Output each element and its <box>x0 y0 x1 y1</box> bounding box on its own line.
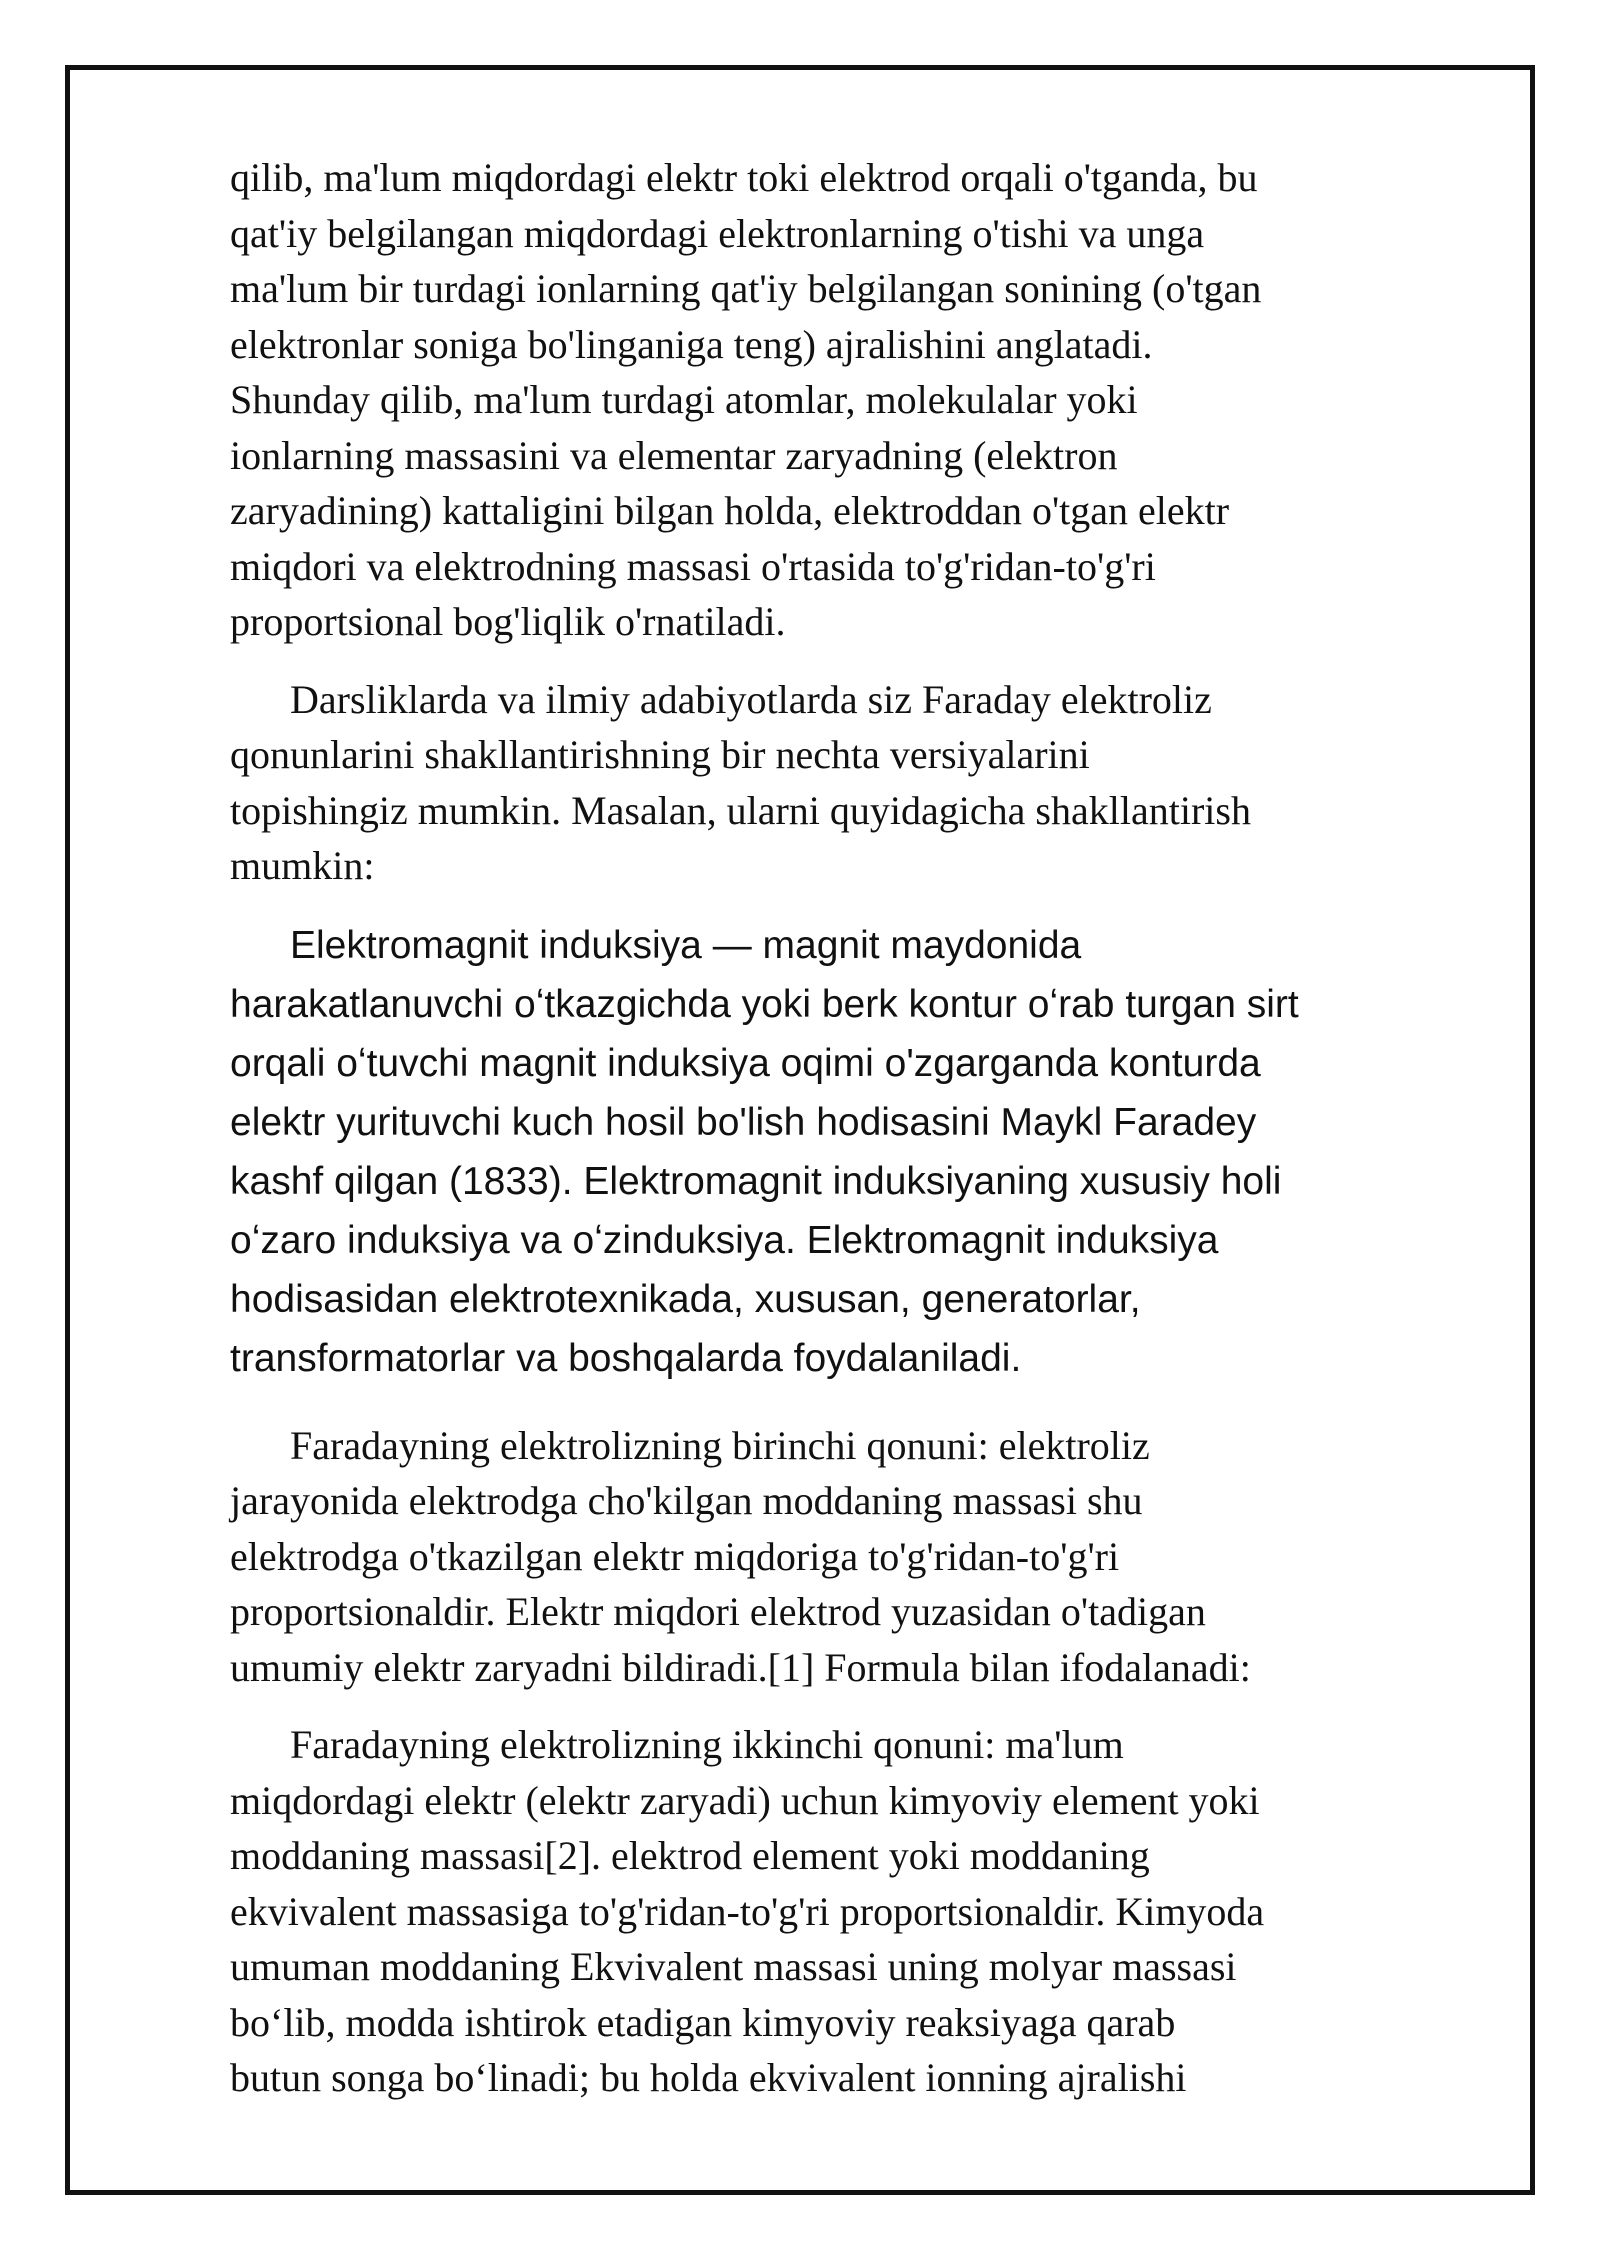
text-line: jarayonida elektrodga cho'kilgan moddaning massasi shu <box>230 1478 1143 1523</box>
text-line: elektrodga o'tkazilgan elektr miqdoriga to'g'ridan-to'g'ri <box>230 1533 1120 1579</box>
text-line: proportsional bog'liqlik o'rnatiladi. <box>230 599 786 644</box>
paragraph-2 <box>230 672 1500 894</box>
text-line: zaryadining) kattaligini bilgan holda, elektroddan o'tgan elektr <box>230 488 1230 533</box>
text-line: proportsionaldir. Elektr miqdori elektrod yuzasidan o'tadigan <box>230 1589 1206 1634</box>
text-line: elektronlar soniga bo'linganiga teng) ajralishini anglatadi. <box>230 321 1153 367</box>
text-line: miqdori va elektrodning massasi o'rtasida to'g'ridan-to'g'ri <box>230 543 1156 589</box>
text-line: kashf qilgan (1833). Elektromagnit induksiyaning xususiy holi <box>230 1159 1282 1203</box>
text-line: transformatorlar va boshqalarda foydalaniladi. <box>230 1336 1022 1380</box>
paragraph-1 <box>230 150 1500 650</box>
text-line: topishingiz mumkin. Masalan, ularni quyidagicha shakllantirish <box>230 787 1251 833</box>
document-body <box>230 150 1500 2128</box>
text-line: ekvivalent massasiga to'g'ridan-to'g'ri proportsionaldir. Kimyoda <box>230 1888 1265 1934</box>
text-line: Faradayning elektrolizning birinchi qonuni: elektroliz <box>290 1422 1150 1468</box>
text-line: hodisasidan elektrotexnikada, xususan, generatorlar, <box>230 1277 1141 1321</box>
text-line: Darsliklarda va ilmiy adabiyotlarda siz Faraday elektroliz <box>290 676 1212 722</box>
text-line: butun songa boʻlinadi; bu holda ekvivalent ionning ajralishi <box>230 2055 1187 2100</box>
text-line: boʻlib, modda ishtirok etadigan kimyoviy reaksiyaga qarab <box>230 1999 1176 2045</box>
text-line: qilib, ma'lum miqdordagi elektr toki elektrod orqali o'tganda, bu <box>230 155 1258 200</box>
text-line: qonunlarini shakllantirishning bir nechta versiyalarini <box>230 732 1090 777</box>
text-line: harakatlanuvchi oʻtkazgichda yoki berk kontur oʻrab turgan sirt <box>230 982 1299 1026</box>
text-line: miqdordagi elektr (elektr zaryadi) uchun kimyoviy element yoki <box>230 1777 1260 1823</box>
text-line: moddaning massasi[2]. elektrod element yoki moddaning <box>230 1833 1150 1878</box>
text-line: umuman moddaning Ekvivalent massasi uning molyar massasi <box>230 1944 1237 1989</box>
text-line: oʻzaro induksiya va oʻzinduksiya. Elektromagnit induksiya <box>230 1218 1219 1262</box>
text-line: Elektromagnit induksiya — magnit maydonida <box>290 923 1082 967</box>
text-line: orqali oʻtuvchi magnit induksiya oqimi o'zgarganda konturda <box>230 1041 1261 1085</box>
text-line: umumiy elektr zaryadni bildiradi.[1] Formula bilan ifodalanadi: <box>230 1644 1251 1690</box>
text-line: elektr yurituvchi kuch hosil bo'lish hodisasini Maykl Faradey <box>230 1100 1257 1144</box>
text-line: Faradayning elektrolizning ikkinchi qonuni: ma'lum <box>290 1722 1124 1767</box>
text-line: mumkin: <box>230 843 375 888</box>
text-line: Shunday qilib, ma'lum turdagi atomlar, molekulalar yoki <box>230 377 1138 422</box>
paragraph-3 <box>230 916 1500 1388</box>
paragraph-4 <box>230 1418 1500 1696</box>
text-line: ionlarning massasini va elementar zaryadning (elektron <box>230 432 1118 478</box>
text-line: qat'iy belgilangan miqdordagi elektronlarning o'tishi va unga <box>230 210 1205 256</box>
text-line: ma'lum bir turdagi ionlarning qat'iy belgilangan sonining (o'tgan <box>230 266 1262 311</box>
paragraph-5 <box>230 1717 1500 2106</box>
